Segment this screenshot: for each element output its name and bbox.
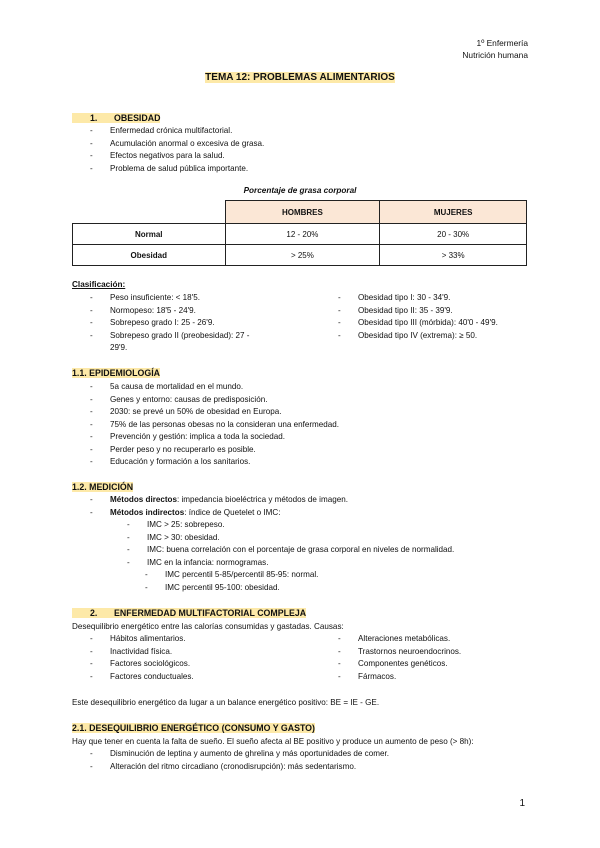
- list-item: - IMC > 25: sobrepeso.: [127, 519, 454, 532]
- list-item: - 2030: se prevé un 50% de obesidad en Europa.: [90, 406, 339, 419]
- table-cell: > 33%: [380, 245, 527, 266]
- list-item: - Obesidad tipo I: 30 - 34'9.: [338, 292, 498, 305]
- list-item: - Educación y formación a los sanitarios.: [90, 456, 339, 469]
- list-item: - Alteración del ritmo circadiano (cronodisrupción): más sedentarismo.: [90, 761, 389, 774]
- list-item: - Fármacos.: [338, 671, 461, 684]
- list-item: - Acumulación anormal o excesiva de grasa.: [90, 138, 264, 151]
- list-item: - Sobrepeso grado II (preobesidad): 27 -: [90, 330, 249, 343]
- list-item: - IMC > 30: obesidad.: [127, 532, 454, 545]
- list-item: - Trastornos neuroendocrinos.: [338, 646, 461, 659]
- header-subject: Nutrición humana: [462, 50, 528, 60]
- classification-label: Clasificación:: [72, 280, 126, 289]
- list-item: - Métodos indirectos: índice de Quetelet o IMC:: [90, 507, 348, 520]
- classification-right-list: [338, 292, 498, 342]
- column-header-men: HOMBRES: [225, 201, 380, 224]
- list-item: - IMC percentil 5-85/percentil 85-95: normal.: [145, 569, 318, 582]
- energy-balance-text: Este desequilibrio energético da lugar a un balance energético positivo: BE = IE - GE.: [72, 698, 380, 707]
- list-item: - 75% de las personas obesas no la consideran una enfermedad.: [90, 419, 339, 432]
- table-cell: 12 - 20%: [225, 224, 380, 245]
- list-item: - Métodos directos: impedancia bioeléctrica y métodos de imagen.: [90, 494, 348, 507]
- section-desequilibrio-heading: 2.1. DESEQUILIBRIO ENERGÉTICO (CONSUMO Y GASTO): [72, 723, 315, 733]
- classification-left-list: [90, 292, 249, 342]
- medicion-list: [90, 494, 348, 519]
- section-enfermedad-heading: 2. ENFERMEDAD MULTIFACTORIAL COMPLEJA: [72, 608, 306, 618]
- list-item: - Componentes genéticos.: [338, 658, 461, 671]
- table-cell: 20 - 30%: [380, 224, 527, 245]
- column-header-women: MUJERES: [380, 201, 527, 224]
- list-item: - Perder peso y no recuperarlo es posible.: [90, 444, 339, 457]
- section-medicion-heading: 1.2. MEDICIÓN: [72, 482, 134, 492]
- classification-continuation: 29'9.: [110, 343, 128, 352]
- page-header: [462, 37, 528, 61]
- list-item: - Obesidad tipo II: 35 - 39'9.: [338, 305, 498, 318]
- list-item: - Obesidad tipo IV (extrema): ≥ 50.: [338, 330, 498, 343]
- page-number: 1: [519, 798, 525, 809]
- list-item: - IMC: buena correlación con el porcentaje de grasa corporal en niveles de normalidad.: [127, 544, 454, 557]
- sleep-list: [90, 748, 389, 773]
- row-label: Normal: [73, 224, 226, 245]
- list-item: - IMC percentil 95-100: obesidad.: [145, 582, 318, 595]
- table-row: [73, 224, 527, 245]
- list-item: - Inactividad física.: [90, 646, 194, 659]
- list-item: - Normopeso: 18'5 - 24'9.: [90, 305, 249, 318]
- imc-child-list: [145, 569, 318, 594]
- header-course: 1º Enfermería: [476, 38, 528, 48]
- list-item: - Genes y entorno: causas de predisposición.: [90, 394, 339, 407]
- list-item: - Factores conductuales.: [90, 671, 194, 684]
- list-item: - Alteraciones metabólicas.: [338, 633, 461, 646]
- list-item: - Hábitos alimentarios.: [90, 633, 194, 646]
- list-item: - Enfermedad crónica multifactorial.: [90, 125, 264, 138]
- list-item: - Problema de salud pública importante.: [90, 163, 264, 176]
- section-obesidad-heading: 1. OBESIDAD: [72, 113, 160, 123]
- causes-left-list: [90, 633, 194, 683]
- table-cell: > 25%: [225, 245, 380, 266]
- list-item: - Disminución de leptina y aumento de ghrelina y más oportunidades de comer.: [90, 748, 389, 761]
- list-item: - 5a causa de mortalidad en el mundo.: [90, 381, 339, 394]
- causes-intro: Desequilibrio energético entre las calorías consumidas y gastadas. Causas:: [72, 622, 344, 631]
- list-item: - Peso insuficiente: < 18'5.: [90, 292, 249, 305]
- list-item: - Sobrepeso grado I: 25 - 26'9.: [90, 317, 249, 330]
- list-item: - Efectos negativos para la salud.: [90, 150, 264, 163]
- sleep-intro: Hay que tener en cuenta la falta de sueño. El sueño afecta al BE positivo y produce un aumento de peso (> 8h):: [72, 737, 474, 746]
- imc-list: [127, 519, 454, 569]
- list-item: - Factores sociológicos.: [90, 658, 194, 671]
- list-item: - Obesidad tipo III (mórbida): 40'0 - 49'9.: [338, 317, 498, 330]
- table-caption: Porcentaje de grasa corporal: [243, 186, 357, 195]
- list-item: - IMC en la infancia: normogramas.: [127, 557, 454, 570]
- row-label: Obesidad: [73, 245, 226, 266]
- body-fat-table: [72, 200, 527, 266]
- causes-right-list: [338, 633, 461, 683]
- list-item: - Prevención y gestión: implica a toda la sociedad.: [90, 431, 339, 444]
- epidemiologia-list: [90, 381, 339, 469]
- obesidad-list: [90, 125, 264, 175]
- section-epidemiologia-heading: 1.1. EPIDEMIOLOGÍA: [72, 368, 160, 378]
- document-title: TEMA 12: PROBLEMAS ALIMENTARIOS: [205, 72, 395, 83]
- table-row: [73, 245, 527, 266]
